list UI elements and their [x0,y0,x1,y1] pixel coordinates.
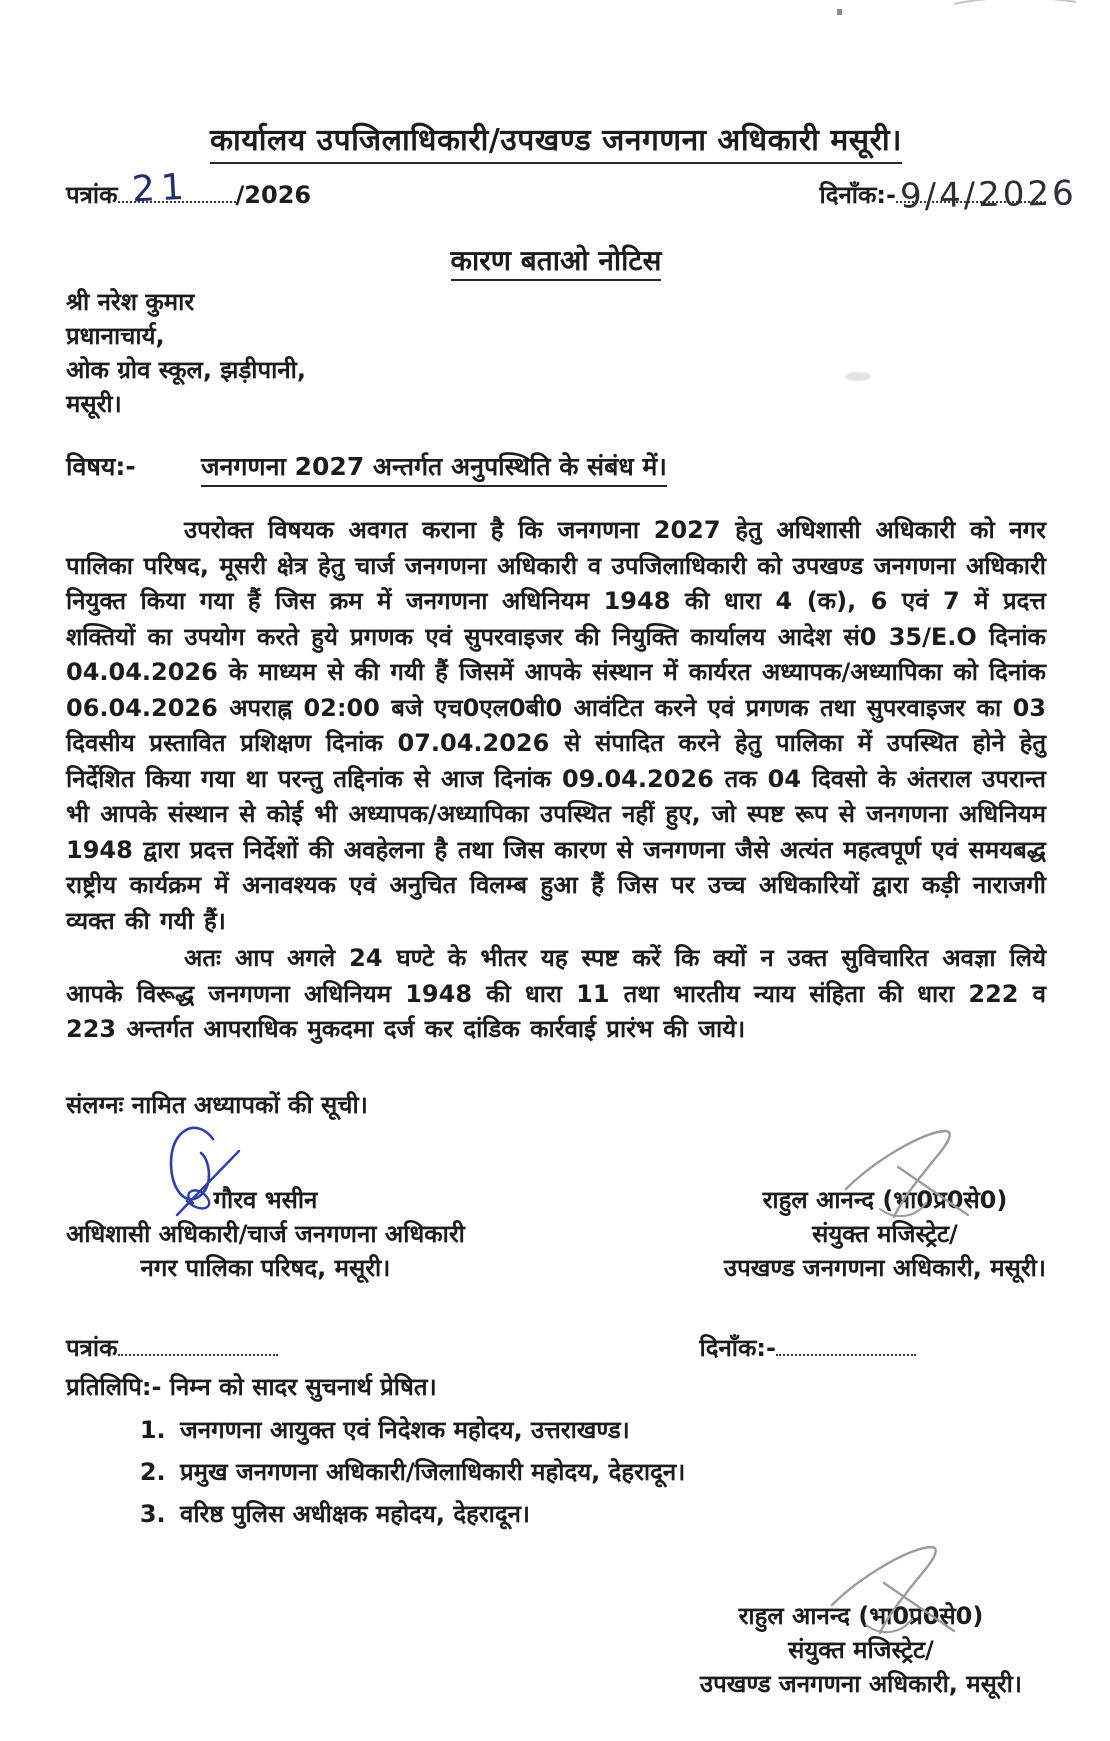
copy-to-list [66,1413,1046,1530]
letter-number-label: पत्रांक [66,181,118,209]
office-heading-text: कार्यालय उपजिलाधिकारी/उपखण्ड जनगणना अधिकारी मसूरी। [210,118,902,164]
signature-row [66,1123,1046,1285]
addressee-block [66,285,1046,421]
letter-number-field [66,166,312,211]
addressee-name: श्री नरेश कुमार [66,288,195,316]
addressee-designation: प्रधानाचार्य, [66,322,165,350]
signatory-left-block [66,1123,465,1285]
letter-number-dotted-line [118,166,236,211]
footer-letter-number-field [66,1331,278,1364]
body-paragraph-2: अतः आप अगले 24 घण्टे के भीतर यह स्पष्ट करें कि क्यों न उक्त सुविचारित अवज्ञा लिये आपके विरूद्ध जनगणना अधिनियम 1948 की धारा 11 तथा भारतीय न्याय संहिता की धारा 222 व 223 अन्तर्गत आपराधिक मुकदमा दर्ज कर दांडिक कार्रवाई प्रारंभ की जाये। [66,944,1046,1043]
signatory-right-block [724,1123,1046,1285]
office-heading [66,118,1046,164]
signatory-right-name: राहुल आनन्द (भा0प्र0से0) [762,1185,1008,1214]
signatory-right-designation: संयुक्त मजिस्ट्रेट/ [812,1219,958,1248]
subject-row [66,449,1046,487]
reference-row-bottom [66,1331,1046,1364]
footer-date-field [700,1331,1047,1364]
handwritten-date: 9/4/2026 [899,173,1078,217]
footer-date-dotted-line [776,1350,916,1356]
notice-title [66,241,1046,279]
signatory-right-office: उपखण्ड जनगणना अधिकारी, मसूरी। [723,1253,1046,1282]
addressee-school: ओक ग्रोव स्कूल, झड़ीपानी, [66,356,307,384]
bottom-signature-area [66,1539,1046,1701]
copy-to-item: 1. जनगणना आयुक्त एवं निदेशक महोदय, उत्तराखण्ड। [174,1413,1046,1446]
signatory-left-designation: अधिशासी अधिकारी/चार्ज जनगणना अधिकारी [66,1219,465,1248]
signatory-left-name: गौरव भसीन [213,1185,318,1214]
copy-to-heading: प्रतिलिपि:- निम्न को सादर सुचनार्थ प्रेषित। [66,1372,437,1401]
signatory-bottom-block [700,1539,1022,1701]
footer-letter-number-dotted-line [118,1350,278,1356]
handwritten-letter-number: 21 [130,166,191,211]
subject-text: जनगणना 2027 अन्तर्गत अनुपस्थिति के संबंध में। [201,449,667,487]
signatory-bottom-office: उपखण्ड जनगणना अधिकारी, मसूरी। [699,1669,1022,1698]
copy-to-item: 2. प्रमुख जनगणना अधिकारी/जिलाधिकारी महोदय, देहरादून। [174,1455,1046,1488]
date-label: दिनाँक:- [819,181,896,209]
reference-row-top [66,166,1078,217]
signatory-bottom-designation: संयुक्त मजिस्ट्रेट/ [788,1635,934,1664]
footer-letter-number-label: पत्रांक [66,1333,118,1362]
addressee-city: मसूरी। [66,390,122,418]
copy-to-item: 3. वरिष्ठ पुलिस अधीक्षक महोदय, देहरादून। [174,1497,1046,1530]
signatory-left-office: नगर पालिका परिषद, मसूरी। [140,1253,391,1282]
enclosure-line: संलग्नः नामित अध्यापकों की सूची। [66,1090,368,1119]
date-dotted-line [896,173,1078,217]
date-field [819,173,1078,217]
footer-date-label: दिनाँक:- [699,1333,776,1362]
notice-title-text: कारण बताओ नोटिस [451,244,662,281]
body-paragraph-1: उपरोक्त विषयक अवगत कराना है कि जनगणना 2027 हेतु अधिशासी अधिकारी को नगर पालिका परिषद, मूसरी क्षेत्र हेतु चार्ज जनगणना अधिकारी व उपजिलाधिकारी को उपखण्ड जनगणना अधिकारी नियुक्त किया गया हैं जिस क्रम में जनगणना अधिनियम 1948 की धारा 4 (क), 6 एवं 7 में प्रदत्त शक्तियों का उपयोग करते हुये प्रगणक एवं सुपरवाइजर की नियुक्ति कार्यालय आदेश सं0 35/E.O दिनांक 04.04.2026 के माध्यम से की गयी हैं जिसमें आपके संस्थान में कार्यरत अध्यापक/अध्यापिका को दिनांक 06.04.2026 अपराह्न 02:00 बजे एच0एल0बी0 आवंटित करने एवं प्रगणक तथा सुपरवाइजर का 03 दिवसीय प्रस्तावित प्रशिक्षण दिनांक 07.04.2026 से संपादित करने हेतु पालिका में उपस्थित होने हेतु निर्देशित किया गया था परन्तु तद्दिनांक से आज दिनांक 09.04.2026 तक 04 दिवसो के अंतराल उपरान्त भी आपके संस्थान से कोई भी अध्यापक/अध्यापिका उपस्थित नहीं हुए, जो स्पष्ट रूप से जनगणना अधिनियम 1948 द्वारा प्रदत्त निर्देशों की अवहेलना है तथा जिस कारण से जनगणना जैसे अत्यंत महत्वपूर्ण एवं समयबद्ध राष्ट्रीय कार्यक्रम में अनावश्यक एवं अनुचित विलम्ब हुआ हैं जिस पर उच्च अधिकारियों द्वारा कड़ी नाराजगी व्यक्त की गयी हैं। [66,516,1046,935]
letter-number-year: /2026 [235,181,312,209]
signatory-bottom-name: राहुल आनन्द (भा0प्र0से0) [738,1601,984,1630]
subject-label: विषय:- [66,452,136,481]
